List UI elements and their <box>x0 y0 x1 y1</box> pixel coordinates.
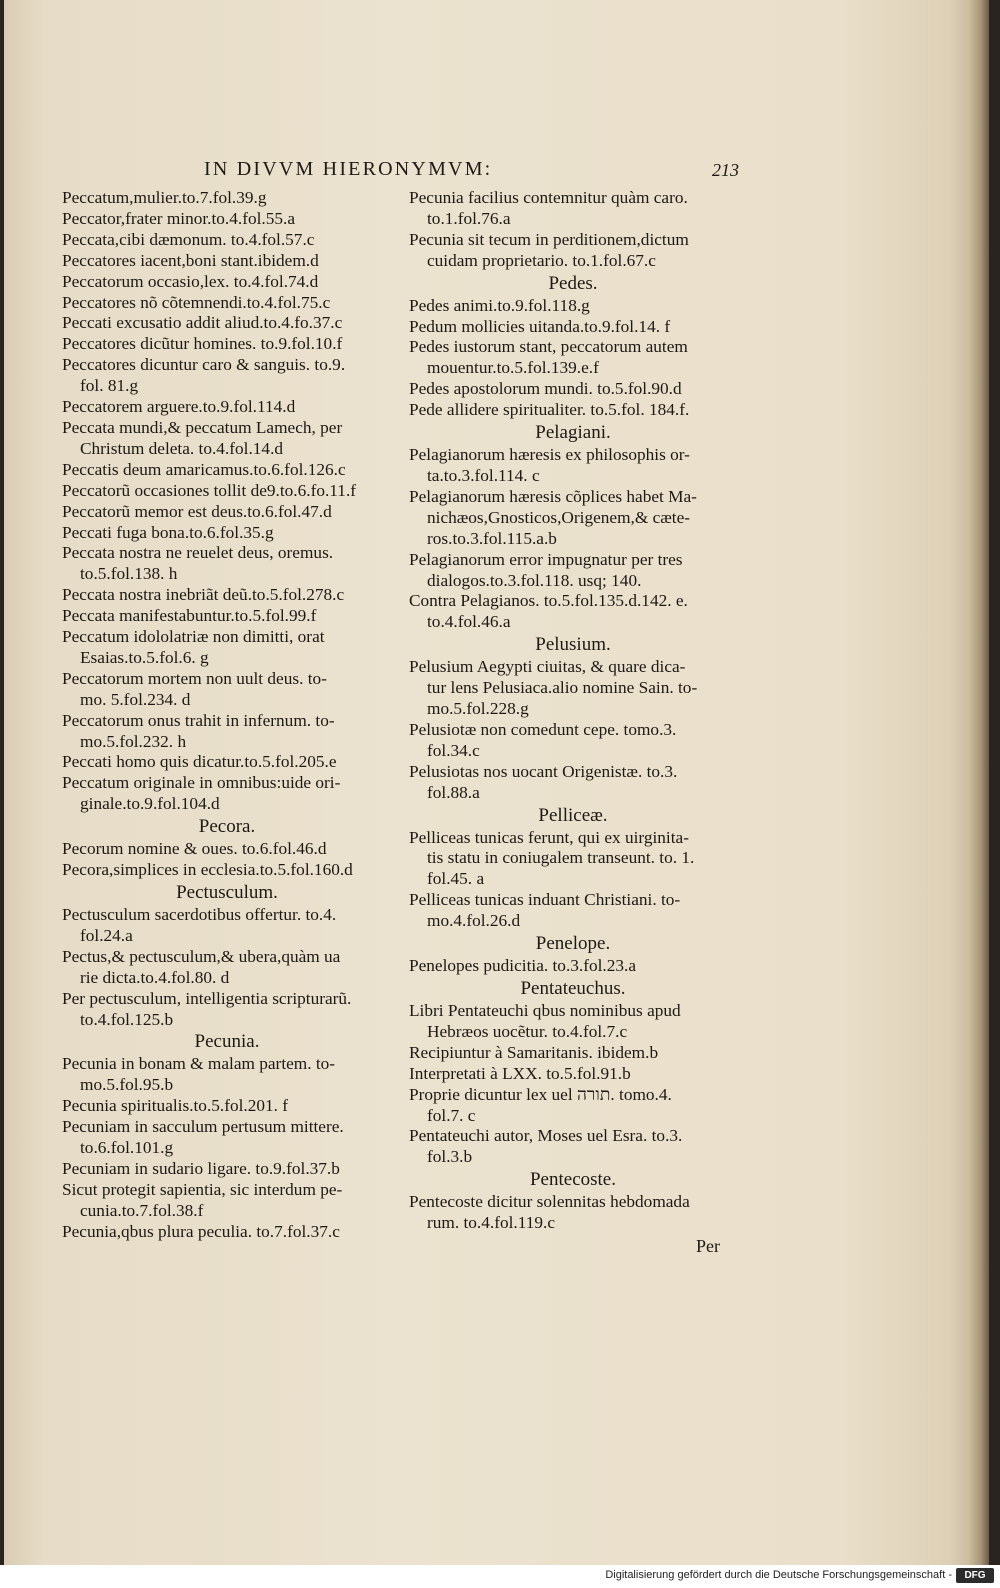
entry-continuation: fol.45. a <box>427 869 485 889</box>
index-entry <box>62 627 392 669</box>
entry-line: Peccatores dicuntur caro & sanguis. to.9. <box>62 355 346 375</box>
index-entry <box>62 752 392 773</box>
page-number: 213 <box>712 160 739 180</box>
index-entry <box>62 543 392 585</box>
entry-line: Pedes apostolorum mundi. to.5.fol.90.d <box>409 379 682 399</box>
entry-line: Pelagianorum error impugnatur per tres <box>409 549 683 569</box>
index-entry <box>62 230 392 251</box>
index-entry <box>62 773 392 815</box>
index-entry <box>62 905 392 947</box>
entry-line: Pecunia spiritualis.to.5.fol.201. f <box>62 1096 289 1116</box>
entry-line: Peccatores dicũtur homines. to.9.fol.10.f <box>62 334 343 354</box>
entry-continuation: to.4.fol.46.a <box>427 612 511 632</box>
index-entry <box>62 334 392 355</box>
entry-continuation: cunia.to.7.fol.38.f <box>80 1200 204 1220</box>
entry-continuation: fol. 81.g <box>80 376 139 396</box>
entry-line: Pedes animi.to.9.fol.118.g <box>409 295 590 315</box>
index-entry <box>409 230 737 272</box>
entry-line: Recipiuntur à Samaritanis. ibidem.b <box>409 1042 659 1062</box>
entry-line: Pecora,simplices in ecclesia.to.5.fol.160.d <box>62 860 353 880</box>
entry-continuation: mo.5.fol.95.b <box>80 1075 174 1095</box>
entry-line: Peccati excusatio addit aliud.to.4.fo.37.c <box>62 313 343 333</box>
entry-continuation: rum. to.4.fol.119.c <box>427 1213 555 1233</box>
entry-line: Pecunia,qbus plura peculia. to.7.fol.37.c <box>62 1221 340 1241</box>
dfg-logo: DFG <box>956 1568 994 1583</box>
entry-continuation: cuidam proprietario. to.1.fol.67.c <box>427 250 656 270</box>
index-entry <box>409 487 737 550</box>
entry-line: Peccati fuga bona.to.6.fol.35.g <box>62 522 274 542</box>
index-entry <box>409 956 737 977</box>
index-entry <box>62 606 392 627</box>
entry-line: Pectus,& pectusculum,& ubera,quàm ua <box>62 946 341 966</box>
entry-line: Peccatum idololatriæ non dimitti, orat <box>62 627 325 647</box>
entry-line: Peccati homo quis dicatur.to.5.fol.205.e <box>62 752 337 772</box>
index-heading: Pelusium. <box>535 634 611 656</box>
entry-line: Per pectusculum, intelligentia scripturarũ. <box>62 988 352 1008</box>
index-entry <box>409 762 737 804</box>
entry-continuation: ta.to.3.fol.114. c <box>427 465 540 485</box>
entry-line: Contra Pelagianos. to.5.fol.135.d.142. e. <box>409 591 688 611</box>
index-entry <box>62 188 392 209</box>
index-entry <box>62 251 392 272</box>
index-entry <box>409 828 737 891</box>
entry-line: Pelagianorum hæresis ex philosophis or- <box>409 445 690 465</box>
catchword: Per <box>696 1236 720 1256</box>
entry-continuation: fol.3.b <box>427 1147 473 1167</box>
index-entry <box>409 1043 737 1064</box>
entry-line: Libri Pentateuchi qbus nominibus apud <box>409 1001 681 1020</box>
index-entry <box>62 860 392 881</box>
index-entry <box>409 1192 737 1234</box>
entry-line: Pecunia sit tecum in perditionem,dictum <box>409 229 689 249</box>
index-entry <box>409 337 737 379</box>
entry-line: Pentateuchi autor, Moses uel Esra. to.3. <box>409 1126 683 1146</box>
index-entry <box>62 1159 392 1180</box>
index-entry <box>62 1054 392 1096</box>
entry-continuation: mouentur.to.5.fol.139.e.f <box>427 358 599 378</box>
index-entry <box>62 481 392 502</box>
index-entry <box>62 523 392 544</box>
entry-line: Pelagianorum hæresis cõplices habet Ma- <box>409 486 697 506</box>
entry-line: Pentecoste dicitur solennitas hebdomada <box>409 1192 690 1212</box>
entry-continuation: Esaias.to.5.fol.6. g <box>80 647 209 667</box>
entry-line: Peccatorem arguere.to.9.fol.114.d <box>62 397 296 417</box>
entry-line: Pedes iustorum stant, peccatorum autem <box>409 337 688 357</box>
entry-continuation: nichæos,Gnosticos,Origenem,& cæte- <box>427 507 691 527</box>
entry-line: Peccatorum mortem non uult deus. to- <box>62 668 327 688</box>
entry-continuation: mo.5.fol.232. h <box>80 731 187 751</box>
entry-line: Peccatorũ occasiones tollit de9.to.6.fo.11.f <box>62 480 357 500</box>
entry-line: Peccata nostra ne reuelet deus, oremus. <box>62 543 334 563</box>
entry-line: Peccatores iacent,boni stant.ibidem.d <box>62 250 319 270</box>
entry-line: Peccatores nõ cõtemnendi.to.4.fol.75.c <box>62 292 331 312</box>
index-heading: Pentateuchus. <box>520 978 626 999</box>
entry-line: Peccator,frater minor.to.4.fol.55.a <box>62 208 296 228</box>
index-entry <box>62 460 392 481</box>
entry-continuation: to.5.fol.138. h <box>80 564 178 584</box>
entry-line: Peccata nostra inebriãt deũ.to.5.fol.278.c <box>62 585 345 605</box>
index-entry <box>409 550 737 592</box>
index-heading: Pelliceæ. <box>538 804 608 826</box>
page-edge <box>967 0 989 1565</box>
index-entry <box>409 1085 737 1127</box>
index-heading: Pentecoste. <box>529 1169 616 1191</box>
index-heading: Penelope. <box>535 933 611 955</box>
entry-line: Pecorum nomine & oues. to.6.fol.46.d <box>62 839 327 859</box>
index-entry <box>62 1222 392 1243</box>
entry-continuation: Hebræos uocẽtur. to.4.fol.7.c <box>427 1021 628 1041</box>
index-entry <box>409 188 737 230</box>
index-entry <box>62 418 392 460</box>
entry-continuation: ros.to.3.fol.115.a.b <box>427 528 557 548</box>
entry-line: Peccatis deum amaricamus.to.6.fol.126.c <box>62 459 346 479</box>
index-entry <box>62 209 392 230</box>
footer-bar <box>0 1565 1000 1588</box>
entry-continuation: fol.88.a <box>427 782 480 802</box>
entry-line: Pelliceas tunicas induant Christiani. to- <box>409 890 681 910</box>
index-entry <box>409 890 737 932</box>
entry-continuation: to.6.fol.101.g <box>80 1138 174 1158</box>
index-entry <box>409 1001 737 1043</box>
entry-continuation: fol.7. c <box>427 1105 476 1125</box>
index-heading: Pecora. <box>198 816 256 838</box>
entry-line: Proprie dicuntur lex uel תורה. tomo.4. <box>409 1084 672 1104</box>
index-heading: Pelagiani. <box>535 422 611 444</box>
index-entry <box>62 839 392 860</box>
book-page <box>4 0 989 1565</box>
index-entry <box>409 591 737 633</box>
entry-line: Sicut protegit sapientia, sic interdum pe- <box>62 1179 343 1199</box>
index-entry <box>62 711 392 753</box>
index-entry <box>409 400 737 421</box>
entry-continuation: tis statu in coniugalem transeunt. to. 1. <box>427 848 695 868</box>
index-entry <box>62 272 392 293</box>
index-entry <box>409 445 737 487</box>
entry-line: Pelusiotas nos uocant Origenistæ. to.3. <box>409 761 678 781</box>
entry-line: Penelopes pudicitia. to.3.fol.23.a <box>409 956 637 976</box>
index-entry <box>409 317 737 338</box>
index-column-right <box>409 188 737 1234</box>
running-head <box>4 158 989 188</box>
index-entry <box>62 1180 392 1222</box>
entry-line: Interpretati à LXX. to.5.fol.91.b <box>409 1063 631 1083</box>
entry-line: Pecunia in bonam & malam partem. to- <box>62 1054 336 1074</box>
footer-credit: Digitalisierung gefördert durch die Deutsche Forschungsgemeinschaft - <box>605 1569 952 1581</box>
entry-continuation: tur lens Pelusiaca.alio nomine Sain. to- <box>427 678 698 698</box>
index-entry <box>62 293 392 314</box>
index-entry <box>62 502 392 523</box>
entry-continuation: dialogos.to.3.fol.118. usq; 140. <box>427 570 642 590</box>
running-head-title: IN DIVVM HIERONYMVM: <box>204 158 493 180</box>
index-entry <box>409 379 737 400</box>
entry-line: Pelusiotæ non comedunt cepe. tomo.3. <box>409 719 677 739</box>
index-entry <box>62 313 392 334</box>
index-entry <box>409 296 737 317</box>
index-entry <box>62 669 392 711</box>
index-entry <box>409 657 737 720</box>
index-entry <box>62 989 392 1031</box>
entry-continuation: mo.4.fol.26.d <box>427 911 521 931</box>
entry-line: Pecunia facilius contemnitur quàm caro. <box>409 188 688 207</box>
index-entry <box>62 355 392 397</box>
entry-continuation: to.1.fol.76.a <box>427 208 511 228</box>
index-heading: Pedes. <box>548 272 598 294</box>
entry-continuation: Christum deleta. to.4.fol.14.d <box>80 438 284 458</box>
entry-line: Peccata manifestabuntur.to.5.fol.99.f <box>62 606 317 626</box>
entry-line: Peccatum originale in omnibus:uide ori- <box>62 773 341 793</box>
entry-continuation: to.4.fol.125.b <box>80 1009 174 1029</box>
entry-line: Peccatorũ memor est deus.to.6.fol.47.d <box>62 501 332 521</box>
entry-continuation: mo.5.fol.228.g <box>427 699 529 719</box>
entry-continuation: mo. 5.fol.234. d <box>80 689 191 709</box>
entry-line: Peccata mundi,& peccatum Lamech, per <box>62 417 343 437</box>
index-heading: Pectusculum. <box>176 882 278 903</box>
entry-continuation: rie dicta.to.4.fol.80. d <box>80 967 230 987</box>
index-entry <box>62 397 392 418</box>
index-entry <box>62 585 392 606</box>
entry-line: Pectusculum sacerdotibus offertur. to.4. <box>62 905 337 924</box>
entry-line: Pecuniam in sudario ligare. to.9.fol.37.b <box>62 1158 340 1178</box>
entry-line: Peccatorum occasio,lex. to.4.fol.74.d <box>62 271 319 291</box>
entry-continuation: fol.24.a <box>80 925 133 945</box>
entry-line: Pelliceas tunicas ferunt, qui ex uirginita- <box>409 827 689 847</box>
index-entry <box>409 1126 737 1168</box>
index-entry <box>409 1064 737 1085</box>
index-entry <box>62 1096 392 1117</box>
index-heading: Pecunia. <box>194 1031 260 1053</box>
index-entry <box>409 720 737 762</box>
entry-line: Peccata,cibi dæmonum. to.4.fol.57.c <box>62 229 315 249</box>
entry-line: Pedum mollicies uitanda.to.9.fol.14. f <box>409 316 671 336</box>
index-column-left <box>62 188 392 1243</box>
entry-line: Pede allidere spiritualiter. to.5.fol. 184.f. <box>409 400 690 420</box>
index-entry <box>62 947 392 989</box>
entry-line: Pecuniam in sacculum pertusum mittere. <box>62 1117 344 1137</box>
entry-continuation: fol.34.c <box>427 740 480 760</box>
index-entry <box>62 1117 392 1159</box>
entry-line: Peccatum,mulier.to.7.fol.39.g <box>62 188 267 207</box>
entry-continuation: ginale.to.9.fol.104.d <box>80 794 220 814</box>
entry-line: Peccatorum onus trahit in infernum. to- <box>62 710 335 730</box>
entry-line: Pelusium Aegypti ciuitas, & quare dica- <box>409 657 686 677</box>
